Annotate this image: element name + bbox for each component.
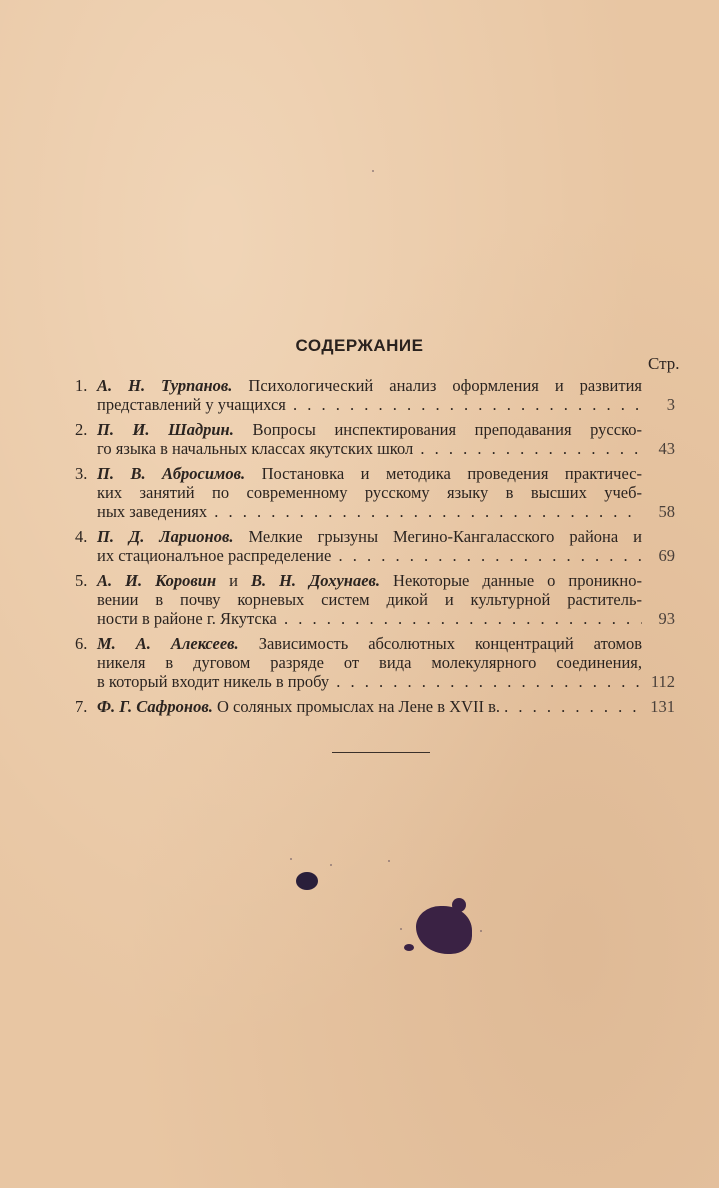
entry-page: 43: [658, 439, 675, 458]
entry-body: [97, 464, 642, 521]
entry-number: 3.: [75, 464, 88, 483]
ink-blot: [296, 872, 318, 890]
ink-speck: [480, 930, 482, 932]
entry-author: А. И. Коровин: [97, 571, 217, 590]
toc-entry: [75, 634, 675, 691]
entry-page: 58: [658, 502, 675, 521]
ink-speck: [400, 928, 402, 930]
entry-page: 112: [650, 672, 675, 691]
entry-title-line: вении в почву корневых систем дикой и культурной раститель-: [97, 590, 642, 609]
entry-author: П. В. Абросимов.: [97, 464, 246, 483]
entry-title-line: ных заведениях . . .: [97, 502, 642, 521]
ink-speck: [290, 858, 292, 860]
entry-author: Ф. Г. Сафронов.: [97, 697, 213, 716]
table-of-contents: [75, 376, 675, 722]
entry-body: [97, 571, 642, 628]
entry-author-2: В. Н. Дохунаев.: [250, 571, 381, 590]
entry-title-line: ности в районе г. Якутска . . .: [97, 609, 642, 628]
entry-title-line: Зависимость абсолютных концентраций атомов: [258, 634, 642, 653]
page-title: СОДЕРЖАНИЕ: [295, 336, 424, 355]
toc-entry: [75, 527, 675, 565]
entry-author: А. Н. Турпанов.: [97, 376, 233, 395]
entry-title-line: их стационалъное распределение . . .: [97, 546, 642, 565]
entry-conjunction: и: [229, 571, 238, 590]
entry-body: [97, 634, 642, 691]
ink-speck: [330, 864, 332, 866]
entry-number: 6.: [75, 634, 88, 653]
entry-number: 1.: [75, 376, 88, 395]
toc-entry: [75, 571, 675, 628]
entry-title-line: О соляных промыслах на Лене в XVII в.: [216, 697, 501, 716]
entry-page: 69: [658, 546, 675, 565]
entry-title-line: ких занятий по современному русскому языку в высших учеб-: [97, 483, 642, 502]
entry-body: [97, 376, 642, 414]
entry-body: [97, 697, 642, 716]
toc-entry: [75, 420, 675, 458]
entry-author: М. А. Алексеев.: [97, 634, 239, 653]
entry-number: 5.: [75, 571, 88, 590]
entry-number: 4.: [75, 527, 88, 546]
ink-blot: [404, 944, 414, 951]
entry-title-line: Вопросы инспектирования преподавания русско-: [252, 420, 642, 439]
entry-page: 131: [650, 697, 675, 716]
toc-entry: [75, 697, 675, 716]
entry-title-line: Мелкие грызуны Мегино-Кангаласского района и: [248, 527, 642, 546]
entry-number: 7.: [75, 697, 88, 716]
entry-author: П. И. Шадрин.: [97, 420, 234, 439]
entry-author: П. Д. Ларионов.: [97, 527, 234, 546]
entry-body: [97, 420, 642, 458]
entry-title-line: в который входит никель в пробу . . .: [97, 672, 642, 691]
ink-blot: [452, 898, 466, 912]
ink-speck: [372, 170, 374, 172]
entry-title-line: Некоторые данные о проникно-: [393, 571, 642, 590]
entry-title-line: никеля в дуговом разряде от вида молекулярного соединения,: [97, 653, 642, 672]
ink-blot: [416, 906, 472, 954]
entry-title-line: представлений у учащихся . . .: [97, 395, 642, 414]
toc-entry: [75, 376, 675, 414]
entry-title-line: Психологический анализ оформления и развития: [248, 376, 643, 395]
entry-body: [97, 527, 642, 565]
entry-title-line: го языка в начальных классах якутских школ . . .: [97, 439, 642, 458]
entry-title-line: Постановка и методика проведения практичес-: [261, 464, 642, 483]
ink-speck: [388, 860, 390, 862]
entry-page: 3: [666, 395, 675, 414]
toc-entry: [75, 464, 675, 521]
page-column-label: Стр.: [648, 354, 680, 373]
divider-rule: [332, 752, 430, 753]
entry-page: 93: [658, 609, 675, 628]
entry-number: 2.: [75, 420, 88, 439]
